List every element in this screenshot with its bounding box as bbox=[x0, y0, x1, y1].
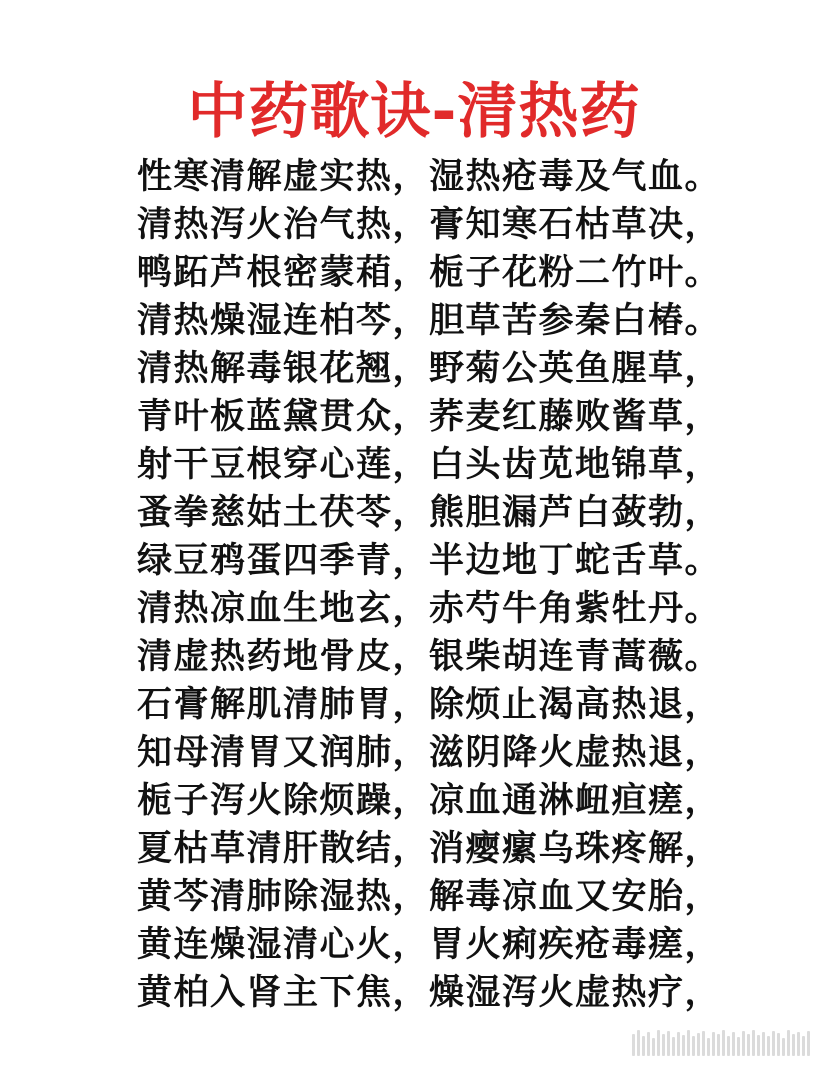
verse-line: 绿豆鸦蛋四季青，半边地丁蛇舌草。 bbox=[137, 541, 722, 581]
verse-line: 鸭跖芦根密蒙葙，栀子花粉二竹叶。 bbox=[137, 253, 722, 293]
verse-line: 性寒清解虚实热，湿热疮毒及气血。 bbox=[137, 157, 722, 197]
page-title: 中药歌诀-清热药 bbox=[187, 77, 641, 148]
verse-line: 清热凉血生地玄，赤芍牛角紫牡丹。 bbox=[137, 589, 722, 629]
verse-line: 清热泻火治气热，膏知寒石枯草决， bbox=[137, 205, 722, 245]
verse-line: 黄柏入肾主下焦，燥湿泻火虚热疗， bbox=[137, 973, 722, 1013]
verse-line: 清虚热药地骨皮，银柴胡连青蒿薇。 bbox=[137, 637, 722, 677]
verse-line: 黄芩清肺除湿热，解毒凉血又安胎， bbox=[137, 877, 722, 917]
verse-line: 黄连燥湿清心火，胃火痢疾疮毒瘥， bbox=[137, 925, 722, 965]
verse-line: 青叶板蓝黛贯众，荞麦红藤败酱草， bbox=[137, 397, 722, 437]
watermark-icon bbox=[632, 1028, 810, 1056]
verse-list bbox=[137, 153, 817, 1017]
verse-line: 石膏解肌清肺胃，除烦止渴高热退， bbox=[137, 685, 722, 725]
verse-line: 栀子泻火除烦躁，凉血通淋衄疸瘥， bbox=[137, 781, 722, 821]
verse-line: 知母清胃又润肺，滋阴降火虚热退， bbox=[137, 733, 722, 773]
verse-line: 清热燥湿连柏芩，胆草苦参秦白椿。 bbox=[137, 301, 722, 341]
verse-line: 射干豆根穿心莲，白头齿苋地锦草， bbox=[137, 445, 722, 485]
verse-line: 清热解毒银花翘，野菊公英鱼腥草， bbox=[137, 349, 722, 389]
verse-line: 夏枯草清肝散结，消瘿瘰乌珠疼解， bbox=[137, 829, 722, 869]
verse-line: 蚤拳慈姑土茯苓，熊胆漏芦白蔹勃， bbox=[137, 493, 722, 533]
